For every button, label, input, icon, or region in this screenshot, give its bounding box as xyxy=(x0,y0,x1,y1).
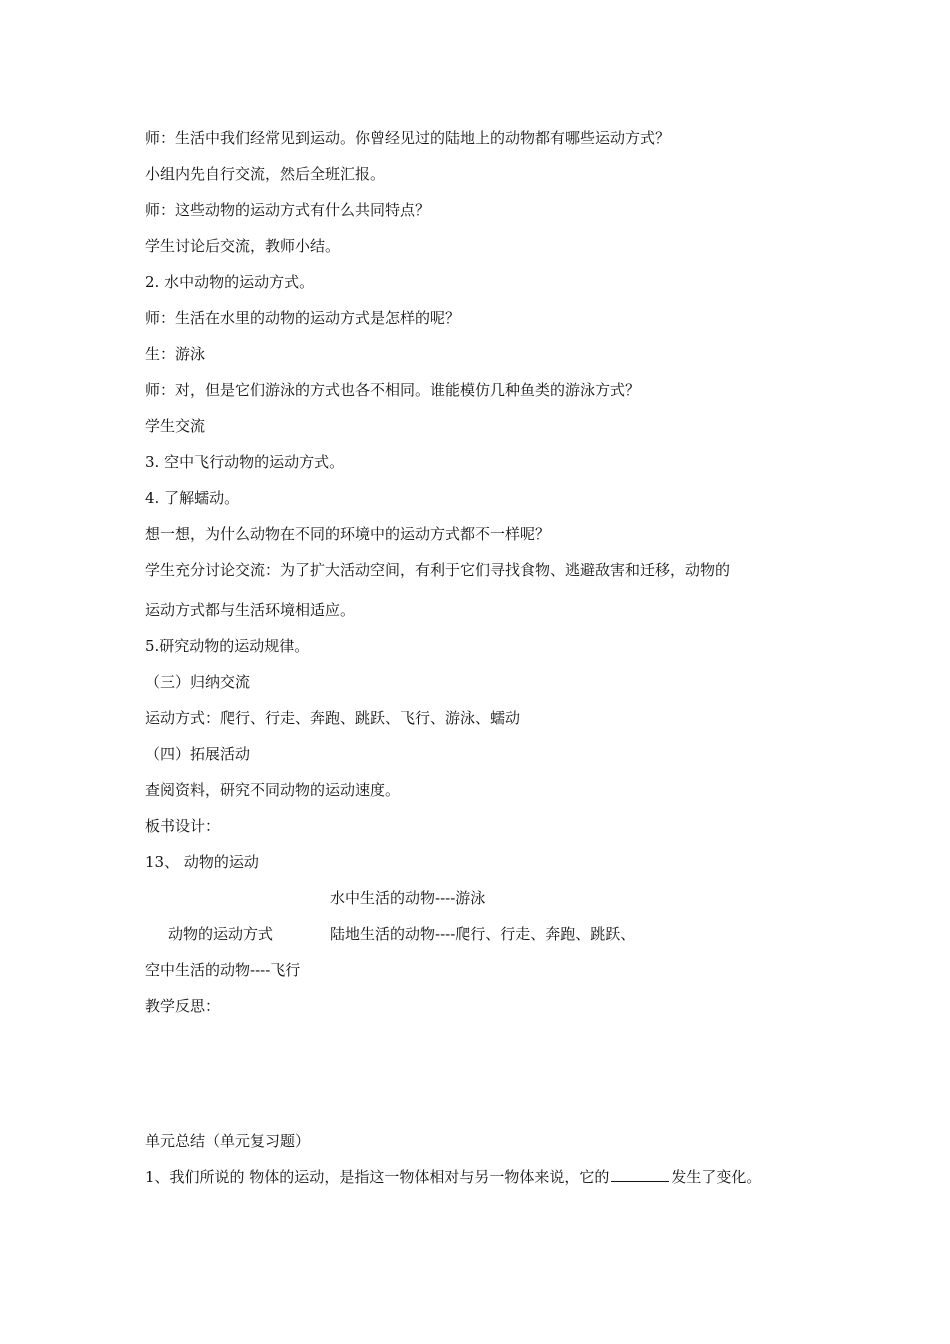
text-line: 学生充分讨论交流：为了扩大活动空间，有利于它们寻找食物、逃避敌害和迁移，动物的 xyxy=(145,561,731,579)
board-item-land: 陆地生活的动物----爬行、行走、奔跑、跳跃、 xyxy=(330,925,636,943)
text-line: 3. 空中飞行动物的运动方式。 xyxy=(145,453,345,471)
text-line: 学生讨论后交流，教师小结。 xyxy=(145,237,341,255)
text-line: 师：对，但是它们游泳的方式也各不相同。谁能模仿几种鱼类的游泳方式？ xyxy=(145,381,641,399)
text-line: 运动方式：爬行、行走、奔跑、跳跃、飞行、游泳、蠕动 xyxy=(145,709,521,727)
text-line: 运动方式都与生活环境相适应。 xyxy=(145,601,356,619)
question-1-text: 1、我们所说的 物体的运动，是指这一物体相对与另一物体来说，它的 xyxy=(145,1168,610,1186)
text-line: 教学反思： xyxy=(145,997,221,1015)
text-line: 师：生活中我们经常见到运动。你曾经见过的陆地上的动物都有哪些运动方式？ xyxy=(145,129,671,147)
text-line: 想一想，为什么动物在不同的环境中的运动方式都不一样呢？ xyxy=(145,525,551,543)
question-1-text-end: 发生了变化。 xyxy=(671,1168,762,1186)
text-line: 查阅资料，研究不同动物的运动速度。 xyxy=(145,781,401,799)
section-heading: （三）归纳交流 xyxy=(145,673,251,691)
text-line: 师：这些动物的运动方式有什么共同特点？ xyxy=(145,201,431,219)
question-1 xyxy=(145,1167,761,1187)
text-line: 板书设计： xyxy=(145,817,221,835)
text-line: 师：生活在水里的动物的运动方式是怎样的呢？ xyxy=(145,309,461,327)
text-line: 5.研究动物的运动规律。 xyxy=(145,637,310,655)
answer-blank[interactable] xyxy=(611,1167,669,1182)
text-line: 学生交流 xyxy=(145,417,206,435)
section-heading: 单元总结（单元复习题） xyxy=(145,1132,311,1150)
section-heading: （四）拓展活动 xyxy=(145,745,251,763)
text-line: 2. 水中动物的运动方式。 xyxy=(145,273,315,291)
board-item-air: 空中生活的动物----飞行 xyxy=(145,961,301,979)
board-center-label: 动物的运动方式 xyxy=(168,925,274,943)
text-line: 4. 了解蠕动。 xyxy=(145,489,240,507)
text-line: 小组内先自行交流，然后全班汇报。 xyxy=(145,165,386,183)
board-title: 13、 动物的运动 xyxy=(145,853,259,871)
text-line: 生：游泳 xyxy=(145,345,206,363)
board-item-water: 水中生活的动物----游泳 xyxy=(330,889,486,907)
